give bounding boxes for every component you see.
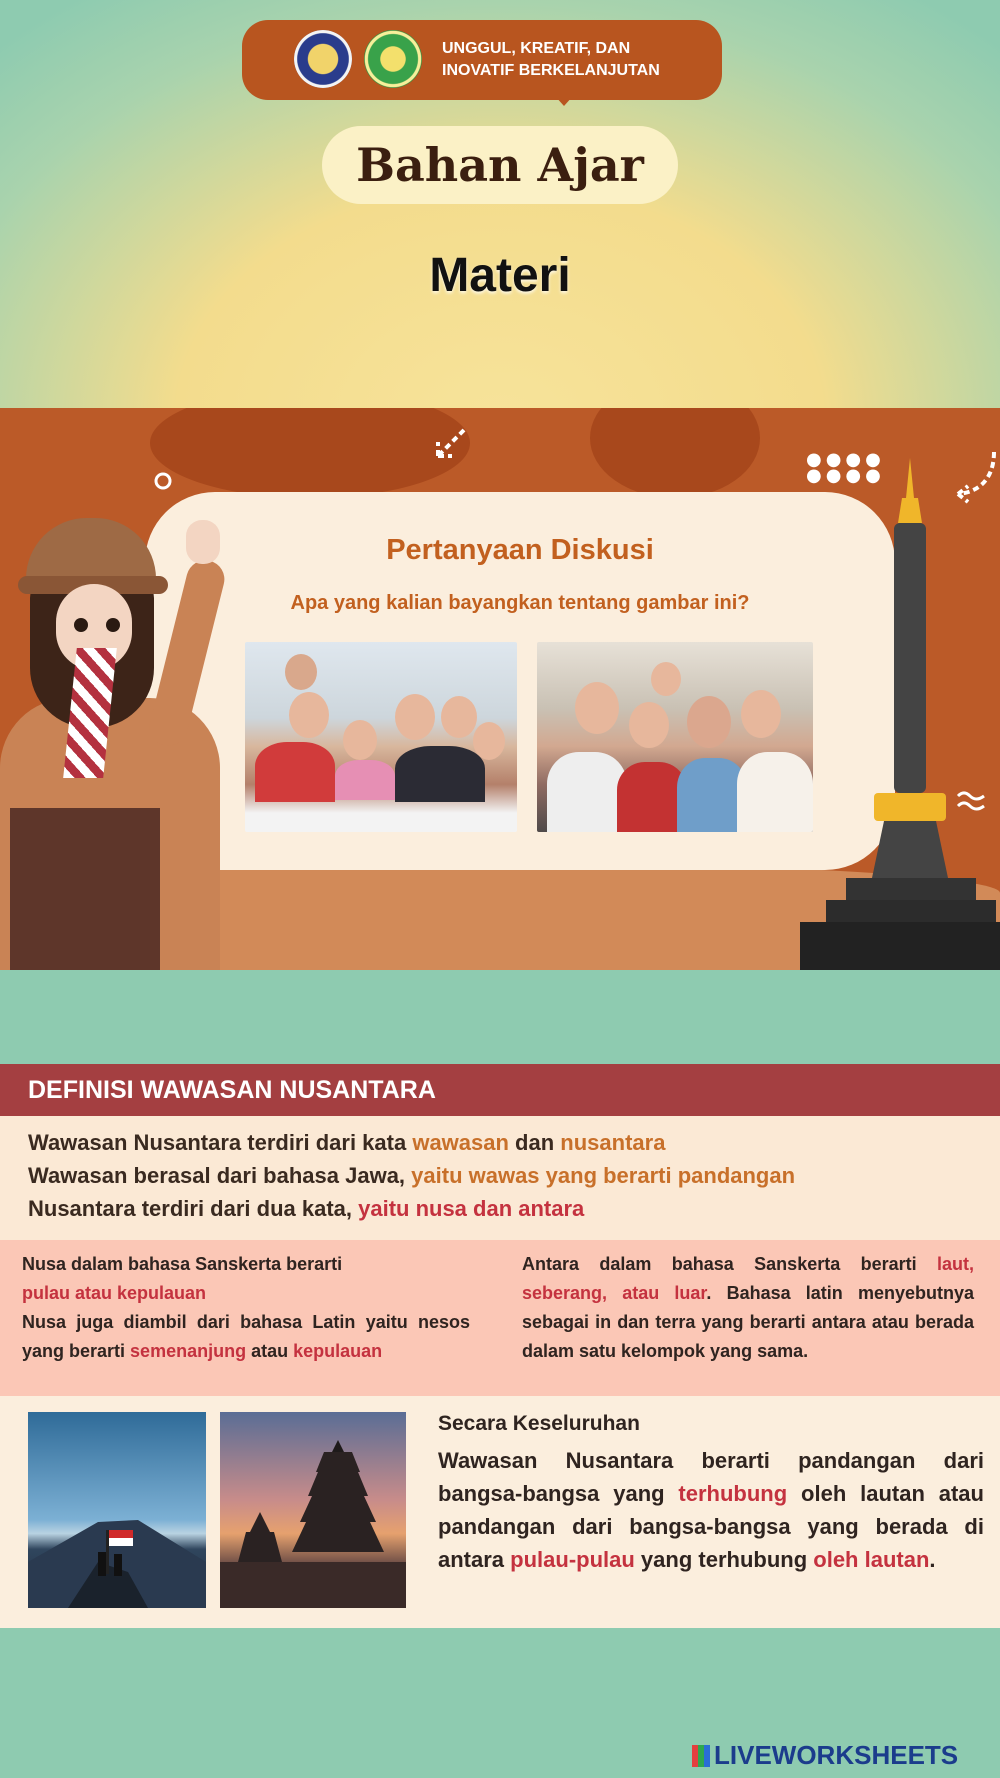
nusa-explanation: Nusa dalam bahasa Sanskerta berarti pulau atau kepulauan Nusa juga diambil dari bahasa Latin yaitu nesos yang berarti semenanjung atau kepulauan bbox=[22, 1254, 470, 1361]
definition-line-3: Nusantara terdiri dari dua kata, yaitu nusa dan antara bbox=[28, 1196, 585, 1221]
definition-line-2: Wawasan berasal dari bahasa Jawa, yaitu wawas yang berarti pandangan bbox=[28, 1163, 796, 1188]
dots-decoration: ●●●● ●●●● bbox=[806, 449, 885, 486]
nusa-antara-section bbox=[0, 1240, 1000, 1396]
discussion-question: Apa yang kalian bayangkan tentang gambar ini? bbox=[290, 592, 750, 614]
motto-text bbox=[442, 38, 712, 82]
discussion-title: Pertanyaan Diskusi bbox=[386, 534, 654, 566]
summary-section bbox=[0, 1396, 1000, 1628]
definition-list bbox=[0, 1116, 1000, 1240]
banner-pointer bbox=[555, 96, 573, 106]
definition-heading: DEFINISI WAWASAN NUSANTARA bbox=[0, 1064, 1000, 1116]
page-title: Bahan Ajar bbox=[322, 126, 678, 204]
monument-illustration bbox=[790, 458, 1000, 970]
liveworksheets-brand[interactable]: LIVEWORKSHEETS bbox=[692, 1740, 958, 1771]
header-banner bbox=[242, 20, 722, 100]
uny-logo-icon bbox=[294, 30, 352, 88]
section-subtitle: Materi bbox=[429, 249, 571, 302]
summary-body: Wawasan Nusantara berarti pandangan dari bangsa-bangsa yang terhubung oleh lautan atau pandangan dari bangsa-bangsa yang berada di antara pulau-pulau yang terhubung oleh lautan. bbox=[438, 1448, 984, 1572]
pagoda-temple-photo bbox=[220, 1412, 406, 1608]
mountain-flag-photo bbox=[28, 1412, 206, 1608]
discussion-panel bbox=[0, 408, 1000, 970]
antara-explanation: Antara dalam bahasa Sanskerta berarti laut, seberang, atau luar. Bahasa latin menyebutnya sebagai in dan terra yang berarti antara atau berada dalam satu kelompok yang sama. bbox=[522, 1254, 974, 1361]
liveworksheets-logo-icon bbox=[692, 1745, 710, 1767]
smp-logo-icon bbox=[364, 30, 422, 88]
family-gathering-photo bbox=[537, 642, 813, 832]
scout-character-illustration bbox=[0, 408, 220, 970]
discussion-card bbox=[145, 492, 895, 870]
summary-title: Secara Keseluruhan bbox=[438, 1412, 640, 1435]
decor-blob bbox=[590, 408, 760, 498]
motto-line-1: UNGGUL, KREATIF, DAN bbox=[442, 40, 631, 57]
family-celebration-photo bbox=[245, 642, 517, 832]
arrow-icon bbox=[430, 426, 470, 466]
motto-line-2: INOVATIF BERKELANJUTAN bbox=[442, 62, 660, 79]
definition-line-1: Wawasan Nusantara terdiri dari kata wawasan dan nusantara bbox=[28, 1130, 666, 1155]
